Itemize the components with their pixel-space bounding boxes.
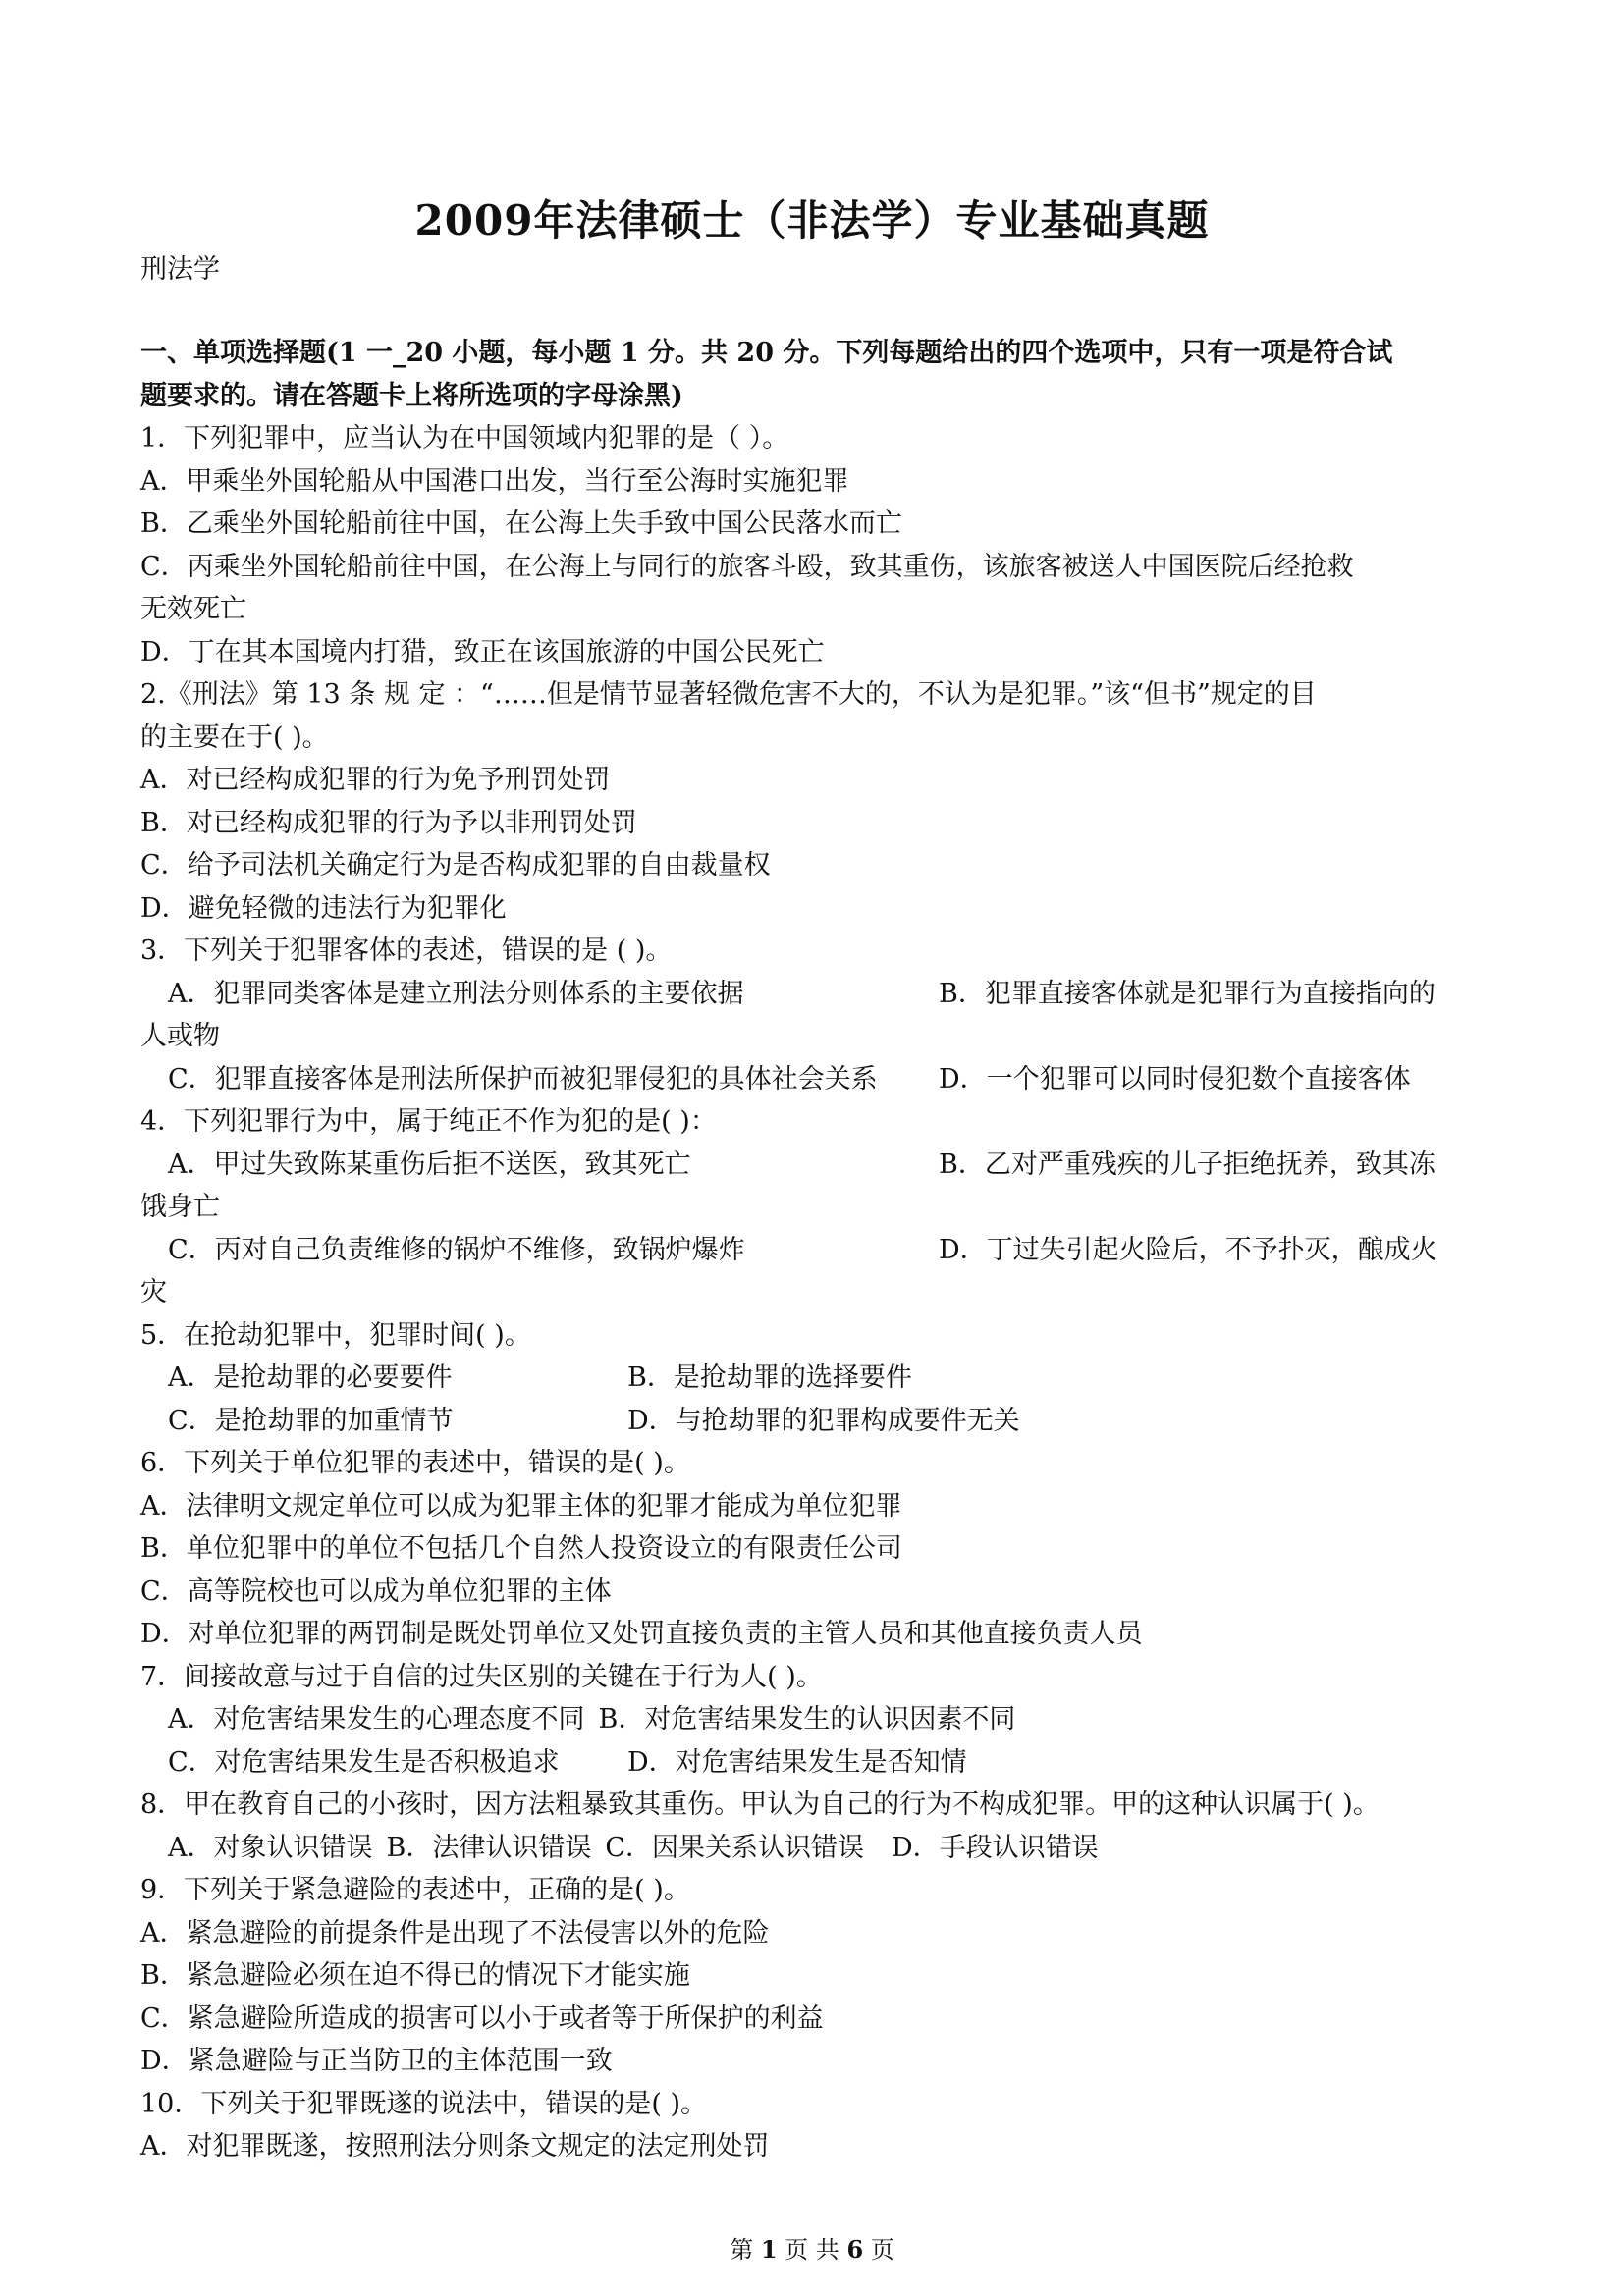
subject-label: 刑法学 — [140, 254, 220, 285]
question-4-option-b: B．乙对严重残疾的儿子拒绝抚养，致其冻 — [939, 1148, 1435, 1180]
footer-prefix: 第 — [730, 2236, 754, 2264]
question-6-option-c: C．高等院校也可以成为单位犯罪的主体 — [140, 1575, 612, 1607]
question-10-option-a: A．对犯罪既遂，按照刑法分则条文规定的法定刑处罚 — [140, 2131, 770, 2162]
section-heading-cont: 题要求的。请在答题卡上将所选项的字母涂黑) — [140, 380, 683, 411]
question-1-option-d: D．丁在其本国境内打猎，致正在该国旅游的中国公民死亡 — [140, 636, 825, 667]
question-5-option-c: C．是抢劫罪的加重情节 — [168, 1405, 454, 1436]
question-7-row-2 — [140, 1741, 1493, 1785]
question-4-row-2 — [140, 1229, 1493, 1272]
question-3-row-2 — [140, 1058, 1493, 1101]
question-7-row-1 — [140, 1698, 1493, 1741]
question-2-stem: 2.《刑法》第 13 条 规 定 ：“……但是情节显著轻微危害不大的，不认为是犯罪。”该“但书”规定的目 — [140, 679, 1317, 710]
question-1-option-a: A．甲乘坐外国轮船从中国港口出发，当行至公海时实施犯罪 — [140, 465, 849, 497]
question-4-option-d-cont: 灾 — [140, 1277, 167, 1308]
question-2-option-c: C．给予司法机关确定行为是否构成犯罪的自由裁量权 — [140, 850, 771, 881]
question-3-option-d: D．一个犯罪可以同时侵犯数个直接客体 — [939, 1063, 1411, 1095]
question-9-option-d: D．紧急避险与正当防卫的主体范围一致 — [140, 2046, 613, 2076]
question-10-stem: 10．下列关于犯罪既遂的说法中，错误的是( )。 — [140, 2088, 708, 2119]
question-5-row-2 — [140, 1400, 1493, 1443]
question-4-row-1 — [140, 1144, 1493, 1187]
footer-middle: 页 共 — [785, 2236, 839, 2264]
question-8-option-a: A．对象认识错误 — [168, 1832, 373, 1863]
question-4-option-a: A．甲过失致陈某重伤后拒不送医，致其死亡 — [168, 1148, 691, 1180]
page-title: 2009年法律硕士（非法学）专业基础真题 — [414, 196, 1210, 244]
question-2-option-d: D．避免轻微的违法行为犯罪化 — [140, 892, 507, 924]
question-5-option-a: A．是抢劫罪的必要要件 — [168, 1362, 453, 1393]
question-3-option-b: B．犯罪直接客体就是犯罪行为直接指向的 — [939, 978, 1435, 1009]
question-8-option-d: D．手段认识错误 — [892, 1832, 1099, 1863]
question-9-option-c: C．紧急避险所造成的损害可以小于或者等于所保护的利益 — [140, 2002, 824, 2034]
footer-suffix: 页 — [870, 2236, 894, 2264]
question-4-option-d: D．丁过失引起火险后，不予扑灭，酿成火 — [939, 1234, 1437, 1265]
question-1-option-c-cont: 无效死亡 — [140, 594, 246, 624]
question-1-option-c: C．丙乘坐外国轮船前往中国，在公海上与同行的旅客斗殴，致其重伤，该旅客被送人中国医院后经抢救 — [140, 551, 1354, 582]
question-3-option-c: C．犯罪直接客体是刑法所保护而被犯罪侵犯的具体社会关系 — [168, 1063, 878, 1095]
question-7-option-b: B．对危害结果发生的认识因素不同 — [598, 1704, 1016, 1735]
question-5-option-b: B．是抢劫罪的选择要件 — [627, 1362, 912, 1393]
question-6-option-b: B．单位犯罪中的单位不包括几个自然人投资设立的有限责任公司 — [140, 1533, 902, 1564]
question-3-option-a: A．犯罪同类客体是建立刑法分则体系的主要依据 — [168, 978, 744, 1009]
question-5-stem: 5．在抢劫犯罪中，犯罪时间( )。 — [140, 1319, 531, 1351]
footer-total-pages: 6 — [846, 2235, 864, 2264]
question-7-option-d: D．对危害结果发生是否知情 — [627, 1746, 967, 1778]
footer-page-number: 1 — [760, 2235, 778, 2264]
question-9-option-a: A．紧急避险的前提条件是出现了不法侵害以外的危险 — [140, 1917, 770, 1949]
question-6-option-d: D．对单位犯罪的两罚制是既处罚单位又处罚直接负责的主管人员和其他直接负责人员 — [140, 1619, 1143, 1649]
question-8-stem: 8．甲在教育自己的小孩时，因方法粗暴致其重伤。甲认为自己的行为不构成犯罪。甲的这种认识属于( )。 — [140, 1789, 1380, 1820]
question-7-option-c: C．对危害结果发生是否积极追求 — [168, 1746, 560, 1778]
question-5-option-d: D．与抢劫罪的犯罪构成要件无关 — [627, 1405, 1020, 1436]
question-3-stem: 3．下列关于犯罪客体的表述，错误的是 ( )。 — [140, 935, 673, 966]
question-6-stem: 6．下列关于单位犯罪的表述中，错误的是( )。 — [140, 1448, 690, 1478]
question-2-stem-cont: 的主要在于( )。 — [140, 721, 329, 753]
question-4-stem: 4．下列犯罪行为中，属于纯正不作为犯的是( )： — [140, 1106, 717, 1137]
question-7-option-a: A．对危害结果发生的心理态度不同 — [168, 1704, 585, 1735]
exam-content — [140, 332, 1493, 2168]
question-3-row-1 — [140, 973, 1493, 1016]
question-9-stem: 9．下列关于紧急避险的表述中，正确的是( )。 — [140, 1875, 690, 1905]
page-footer — [0, 2230, 1624, 2265]
question-8-option-c: C．因果关系认识错误 — [605, 1832, 865, 1863]
question-1-option-b: B．乙乘坐外国轮船前往中国，在公海上失手致中国公民落水而亡 — [140, 508, 902, 539]
question-4-option-c: C．丙对自己负责维修的锅炉不维修，致锅炉爆炸 — [168, 1234, 745, 1265]
question-6-option-a: A．法律明文规定单位可以成为犯罪主体的犯罪才能成为单位犯罪 — [140, 1490, 902, 1522]
question-2-option-a: A．对已经构成犯罪的行为免予刑罚处罚 — [140, 765, 611, 795]
question-3-option-b-cont: 人或物 — [140, 1021, 220, 1051]
question-8-row-1 — [140, 1827, 1493, 1870]
question-1-stem: 1．下列犯罪中，应当认为在中国领域内犯罪的是（ ）。 — [140, 423, 789, 454]
question-4-option-b-cont: 饿身亡 — [140, 1192, 220, 1222]
question-5-row-1 — [140, 1357, 1493, 1400]
question-9-option-b: B．紧急避险必须在迫不得已的情况下才能实施 — [140, 1960, 690, 1991]
question-2-option-b: B．对已经构成犯罪的行为予以非刑罚处罚 — [140, 807, 637, 838]
question-8-option-b: B．法律认识错误 — [386, 1832, 592, 1863]
question-7-stem: 7．间接故意与过于自信的过失区别的关键在于行为人( )。 — [140, 1661, 823, 1692]
section-heading: 一、单项选择题(1 一_20 小题，每小题 1 分。共 20 分。下列每题给出的四个选项中，只有一项是符合试 — [140, 338, 1393, 368]
